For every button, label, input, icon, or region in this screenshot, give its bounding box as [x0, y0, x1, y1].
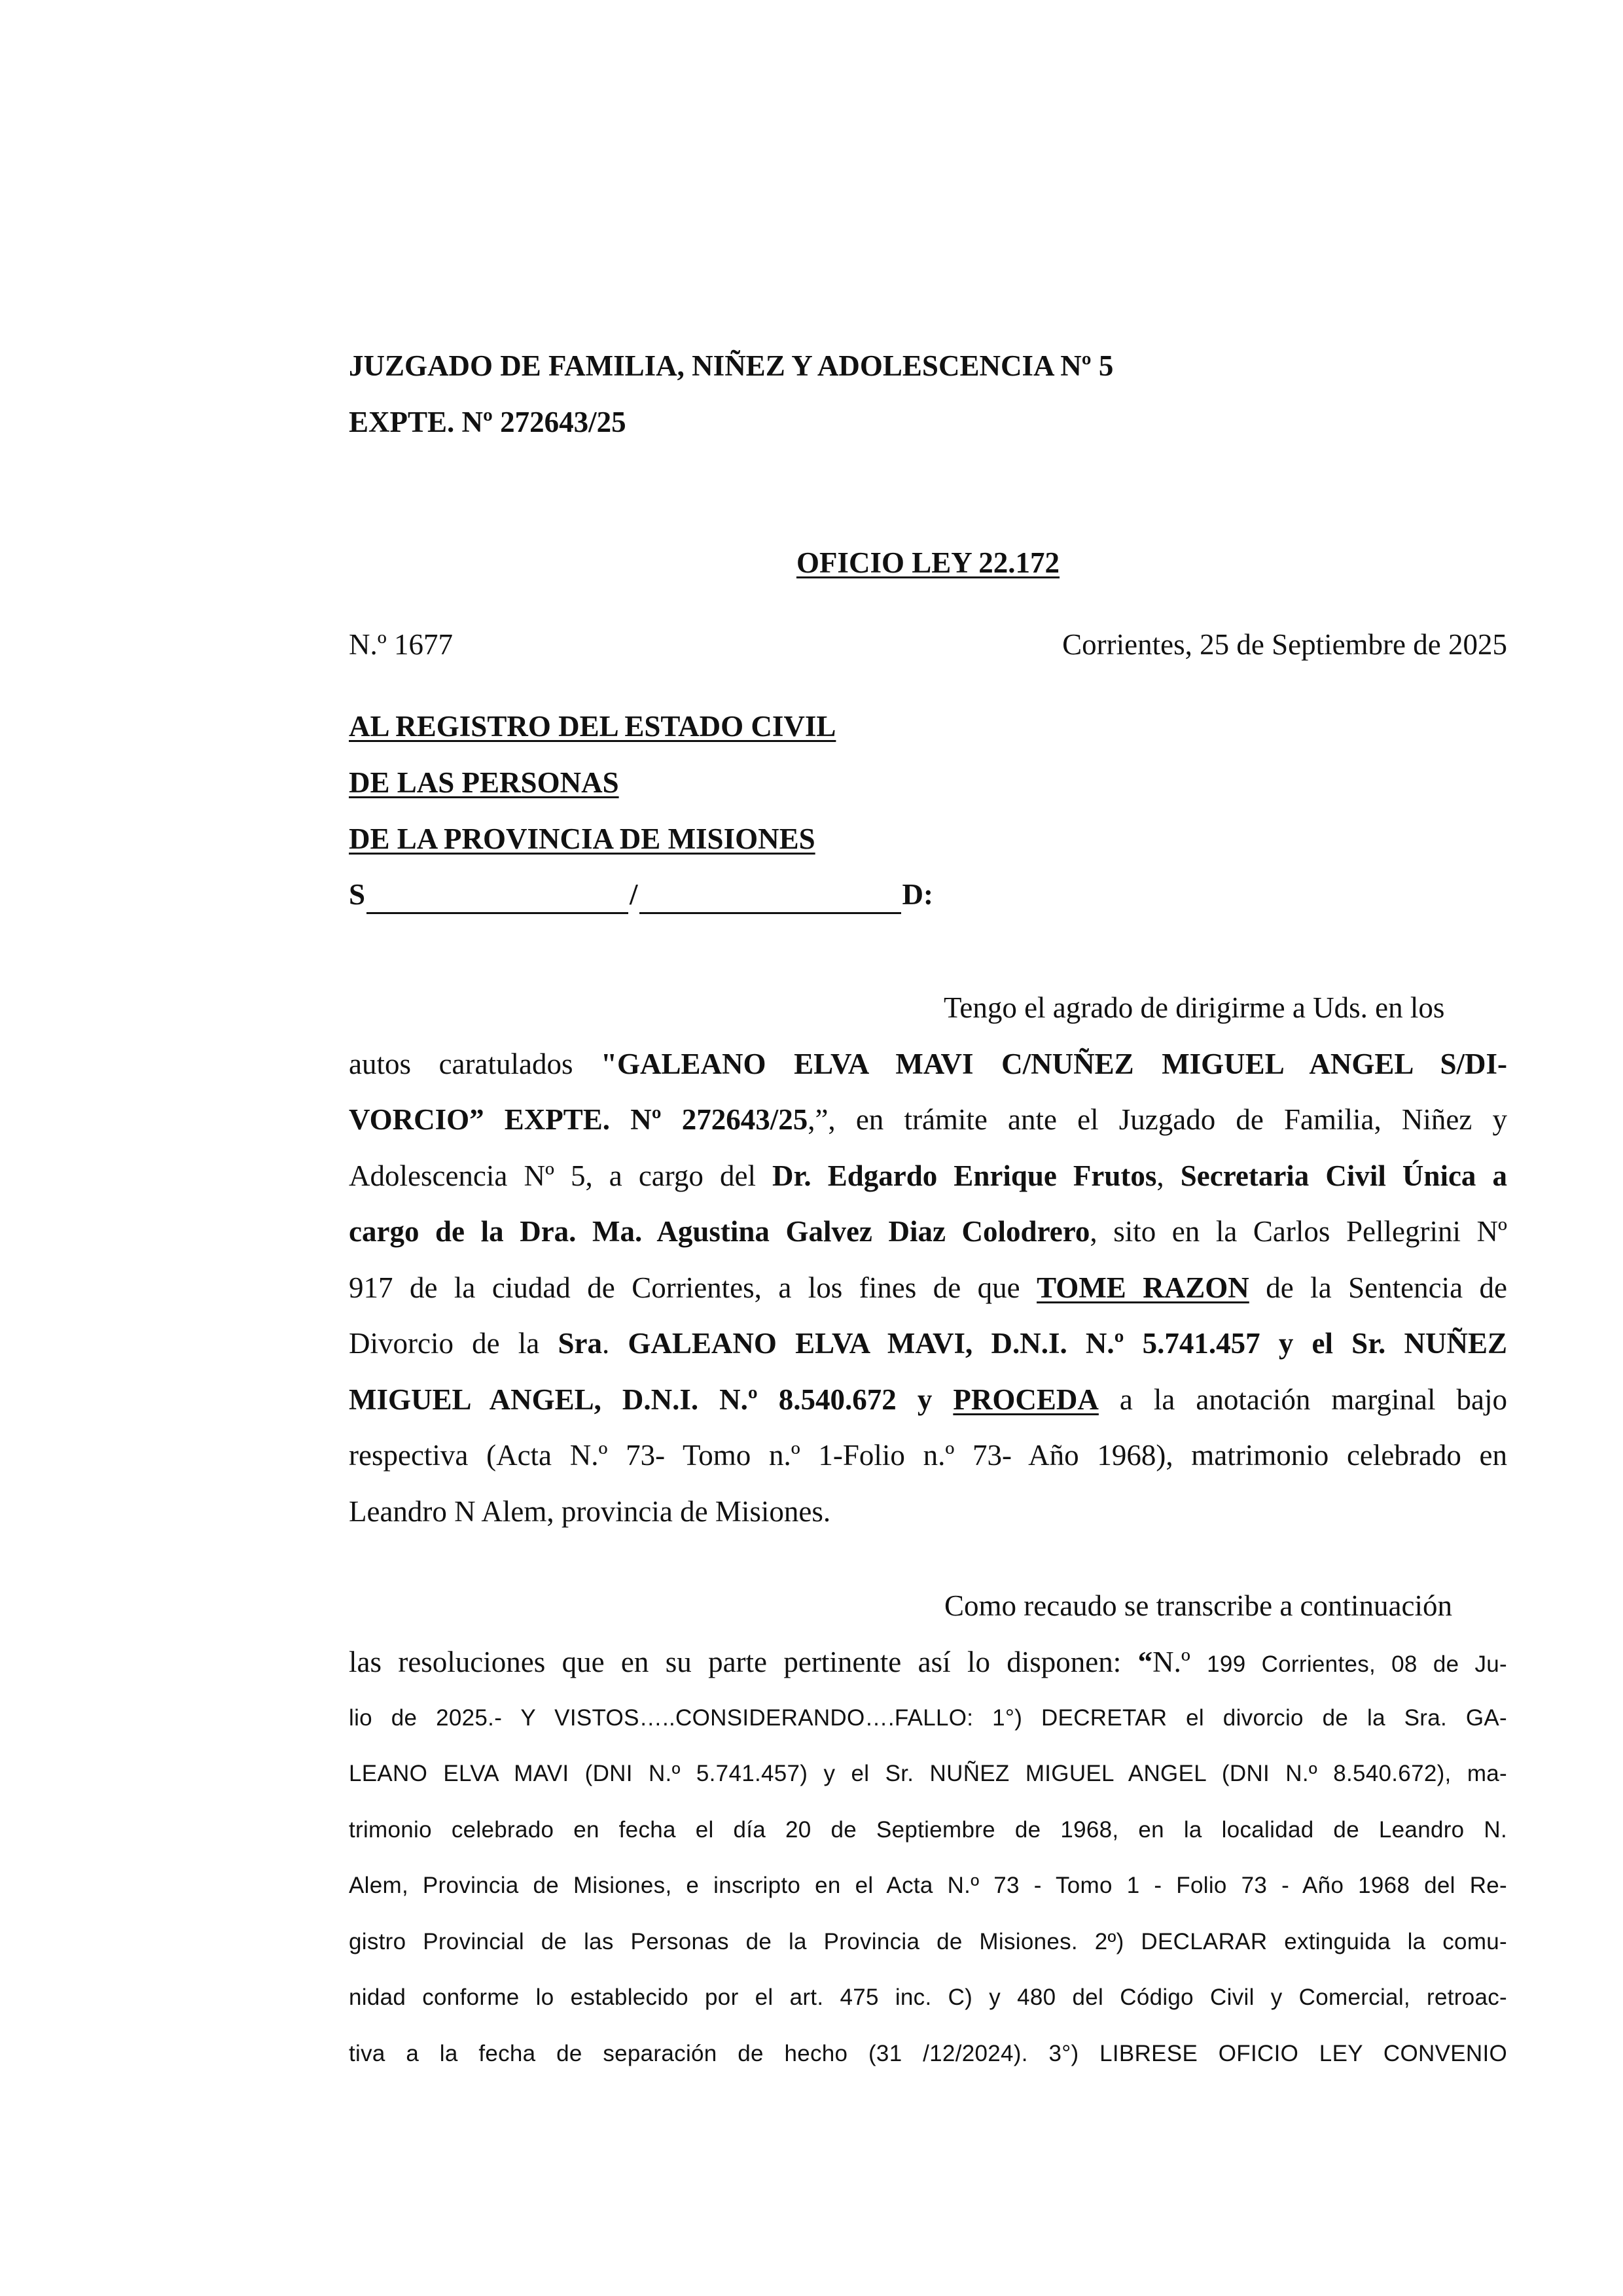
addressee-line-3: DE LA PROVINCIA DE MISIONES [349, 822, 815, 855]
p1-l7-a: Divorcio de la [349, 1327, 558, 1360]
p1-line-2 [349, 1044, 1507, 1084]
case-number-heading: EXPTE. Nº 272643/25 [349, 406, 626, 438]
p1-line-1: Tengo el agrado de dirigirme a Uds. en los [944, 991, 1445, 1024]
p1-l7-d: GALEANO ELVA MAVI, D.N.I. N.º 5.741.457 y el Sr. NUÑEZ [628, 1327, 1507, 1360]
sd-slash: / [630, 878, 638, 911]
p1-l6-b: TOME RAZON [1037, 1271, 1249, 1304]
addressee-line-2: DE LAS PERSONAS [349, 766, 619, 799]
p1-line-9: respectiva (Acta N.º 73- Tomo n.º 1-Folio n.º 73- Año 1968), matrimonio celebrado en [349, 1439, 1507, 1472]
p1-l8-a: MIGUEL ANGEL, D.N.I. N.º 8.540.672 y [349, 1383, 954, 1416]
document-title [349, 543, 1507, 582]
p1-l5-a: cargo de la Dra. Ma. Agustina Galvez Diaz Colodrero [349, 1215, 1090, 1248]
p1-line-4 [349, 1156, 1507, 1195]
p1-l2-b: "GALEANO ELVA MAVI C/NUÑEZ MIGUEL ANGEL S/DI- [601, 1048, 1507, 1080]
p2-line-3: lio de 2025.- Y VISTOS…..CONSIDERANDO….FALLO: 1°) DECRETAR el divorcio de la Sra. GA- [349, 1705, 1507, 1731]
p1-l4-b: Dr. Edgardo Enrique Frutos [772, 1159, 1157, 1192]
document-title-text: OFICIO LEY 22.172 [796, 546, 1060, 579]
sd-d: D: [902, 878, 934, 911]
p2-l2-d: 199 Corrientes, 08 de Ju- [1207, 1651, 1507, 1677]
p2-l2-a: las resoluciones que en su parte pertinente así lo disponen: [349, 1646, 1138, 1678]
p1-line-5 [349, 1212, 1507, 1251]
sd-s: S [349, 878, 366, 911]
p2-line-5: trimonio celebrado en fecha el día 20 de Septiembre de 1968, en la localidad de Leandro N. [349, 1817, 1507, 1843]
court-heading: JUZGADO DE FAMILIA, NIÑEZ Y ADOLESCENCIA Nº 5 [349, 349, 1114, 382]
sd-salutation [349, 875, 933, 914]
p1-l6-c: de la Sentencia de [1249, 1271, 1507, 1304]
p1-l4-d: Secretaria Civil Única a [1180, 1159, 1508, 1192]
p2-line-7: gistro Provincial de las Personas de la Provincia de Misiones. 2º) DECLARAR extinguida la comu- [349, 1929, 1507, 1954]
p2-line-6: Alem, Provincia de Misiones, e inscripto en el Acta N.º 73 - Tomo 1 - Folio 73 - Año 1968 del Re- [349, 1873, 1507, 1898]
p2-line-2 [349, 1642, 1507, 1684]
sd-blank-1 [366, 886, 628, 914]
p1-line-7 [349, 1324, 1507, 1363]
p1-l3-b: ,”, [808, 1103, 836, 1136]
p1-l6-a: 917 de la ciudad de Corrientes, a los fines de que [349, 1271, 1037, 1304]
p2-line-4: LEANO ELVA MAVI (DNI N.º 5.741.457) y el Sr. NUÑEZ MIGUEL ANGEL (DNI N.º 8.540.672), ma- [349, 1761, 1507, 1786]
p1-l5-b: , sito en la Carlos Pellegrini Nº [1090, 1215, 1507, 1248]
p1-l8-b: PROCEDA [953, 1383, 1099, 1416]
p2-l2-c: N.º [1152, 1646, 1207, 1678]
p1-l8-c: a la anotación marginal bajo [1098, 1383, 1507, 1416]
p1-l2-a: autos caratulados [349, 1048, 601, 1080]
p2-line-9: tiva a la fecha de separación de hecho (31 /12/2024). 3°) LIBRESE OFICIO LEY CONVENIO [349, 2041, 1507, 2066]
p1-l3-a: VORCIO” EXPTE. Nº 272643/25 [349, 1103, 808, 1136]
p1-l7-c: . [601, 1327, 628, 1360]
place-date: Corrientes, 25 de Septiembre de 2025 [1062, 628, 1507, 661]
p1-line-6 [349, 1268, 1507, 1307]
p1-line-3 [349, 1100, 1507, 1139]
p1-line-8 [349, 1380, 1507, 1419]
document-page [349, 0, 1507, 2296]
p1-l7-b: Sra [558, 1327, 602, 1360]
p1-l3-c: en trámite ante el Juzgado de Familia, Niñez y [835, 1103, 1507, 1136]
p1-l4-a: Adolescencia Nº 5, a cargo del [349, 1159, 773, 1192]
p2-line-1: Como recaudo se transcribe a continuación [944, 1589, 1452, 1622]
p2-l2-b: “ [1137, 1646, 1153, 1678]
sd-blank-2 [639, 886, 901, 914]
p2-line-8: nidad conforme lo establecido por el art. 475 inc. C) y 480 del Código Civil y Comercial, retroac- [349, 1985, 1507, 2010]
p1-l4-c: , [1156, 1159, 1181, 1192]
oficio-number: N.º 1677 [349, 628, 453, 661]
addressee-line-1: AL REGISTRO DEL ESTADO CIVIL [349, 710, 836, 743]
p1-line-10: Leandro N Alem, provincia de Misiones. [349, 1495, 831, 1528]
